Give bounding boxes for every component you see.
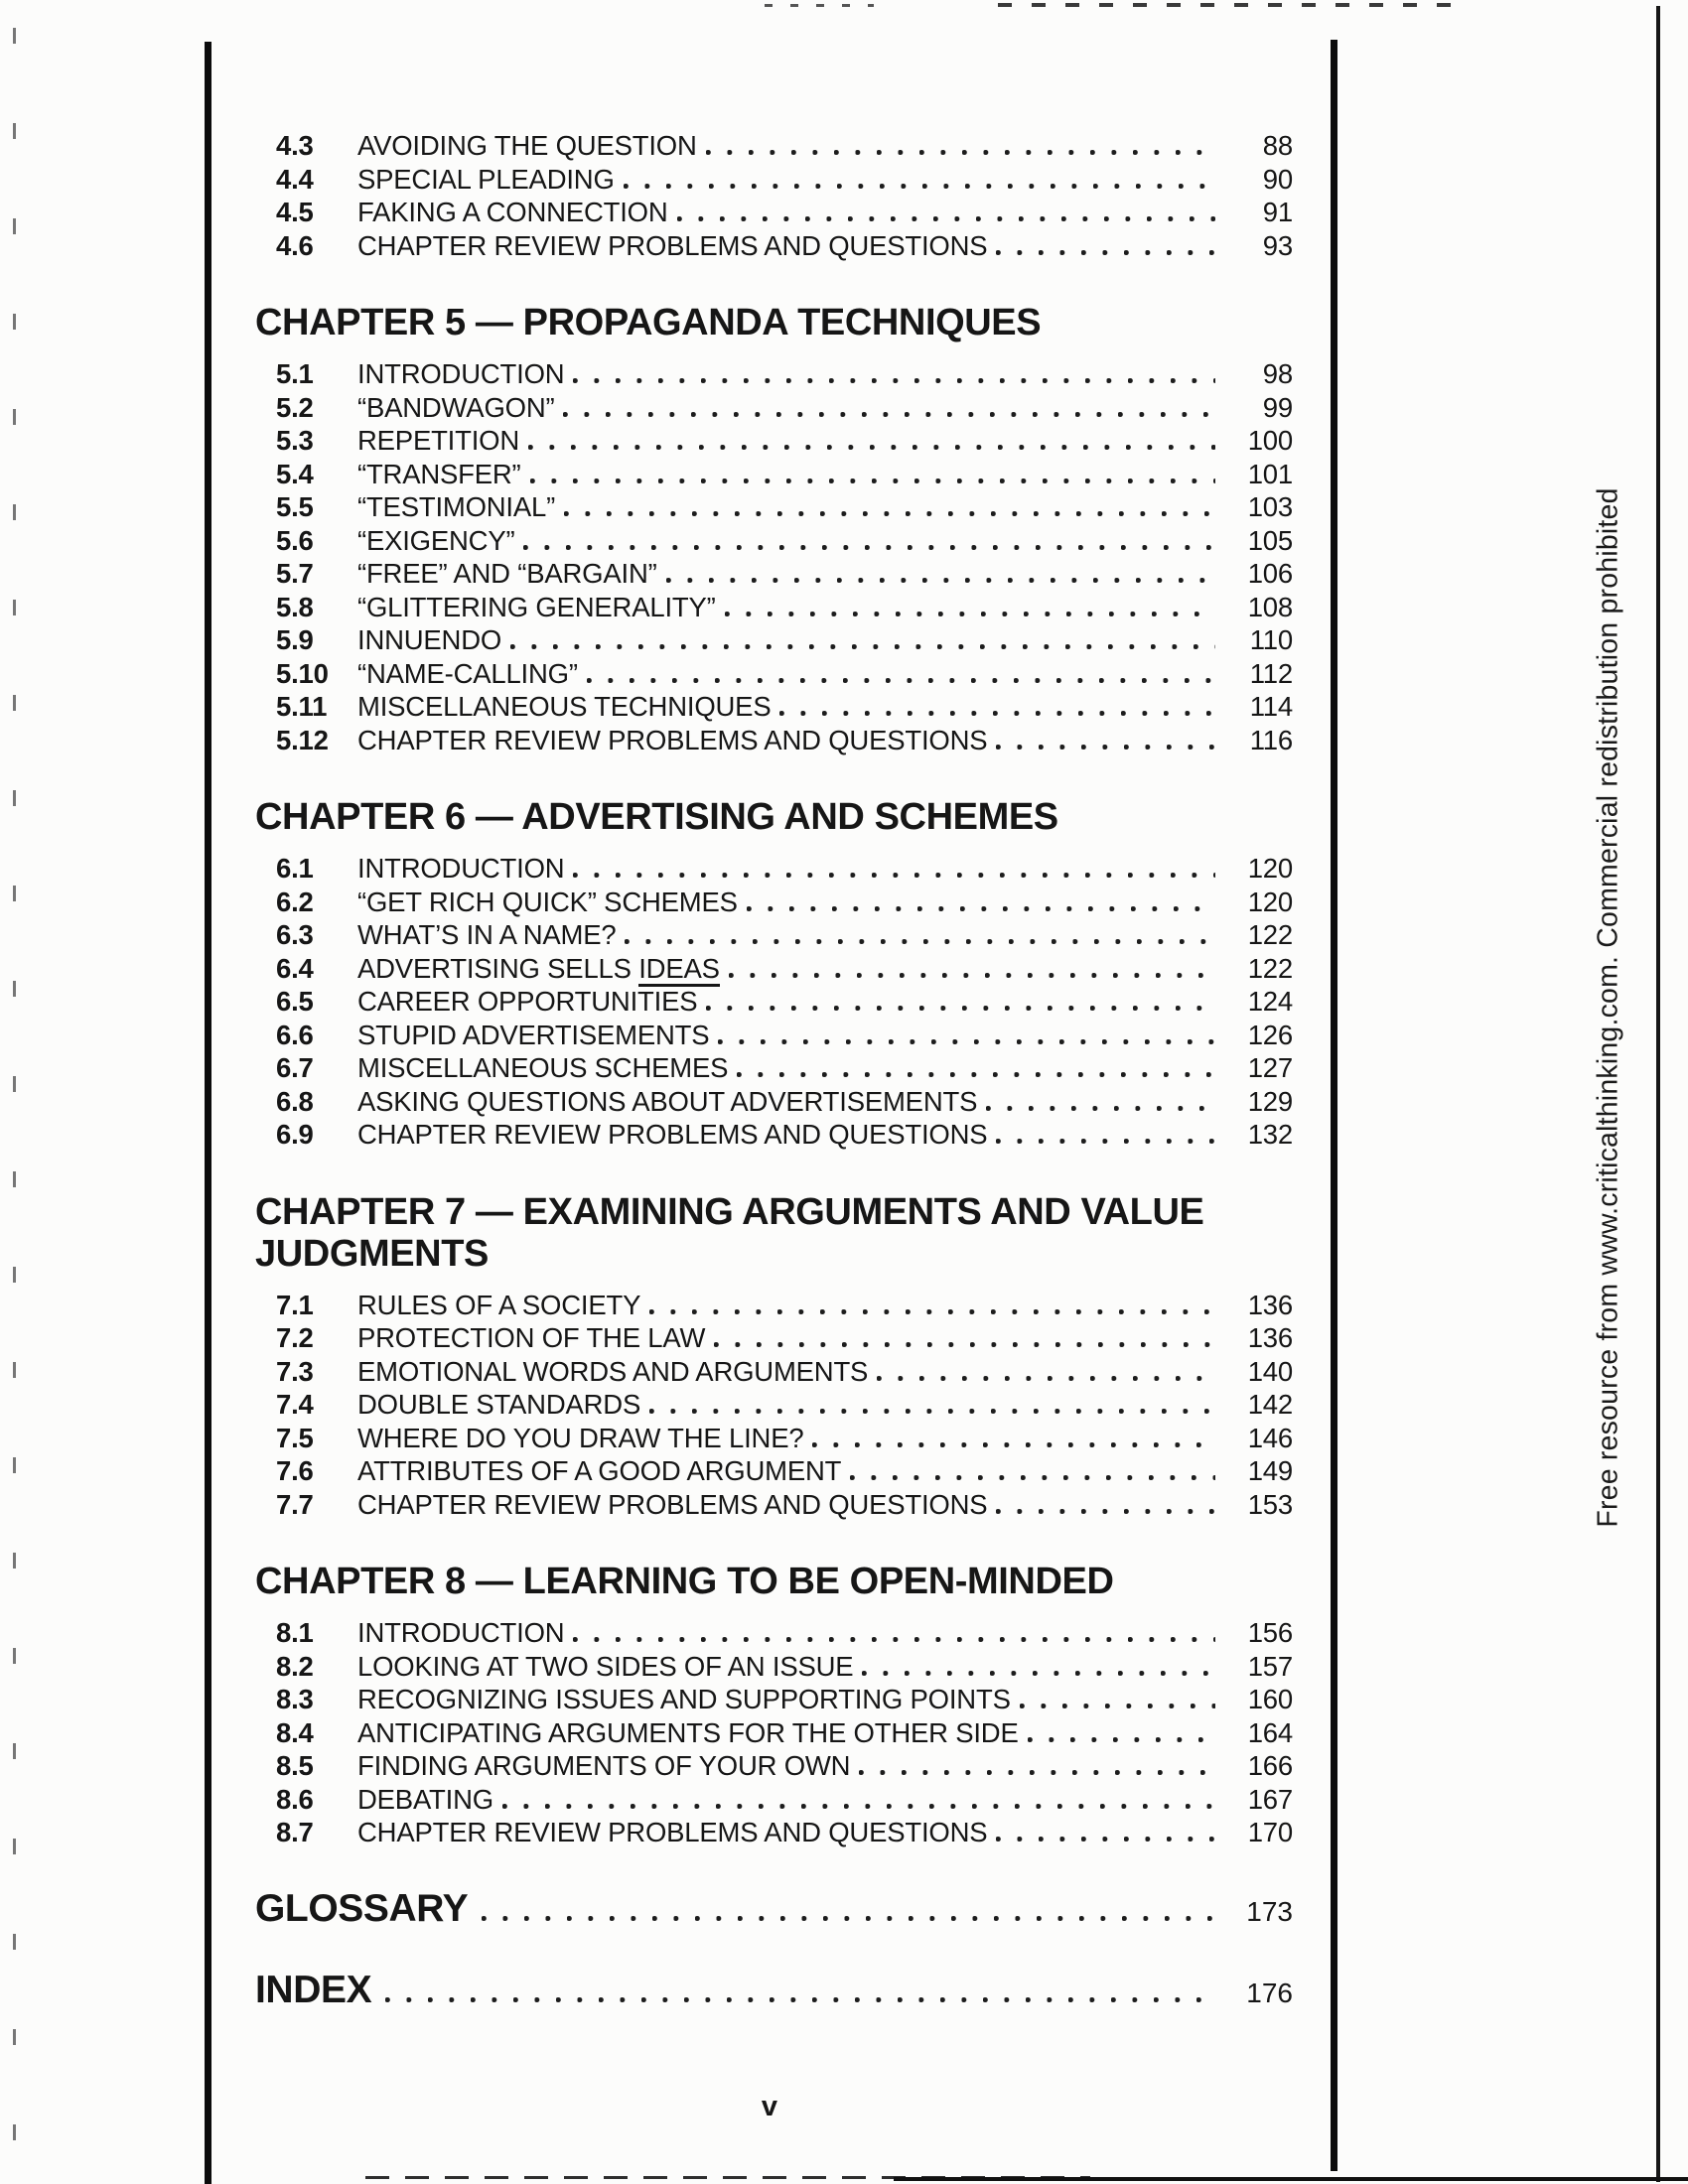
toc-entry-page: 101 xyxy=(1247,458,1293,489)
dot-leader xyxy=(624,165,1215,189)
chapter-block xyxy=(209,796,1331,1152)
dot-leader xyxy=(996,1120,1215,1144)
dot-leader xyxy=(850,1456,1215,1480)
toc-entry-page: 112 xyxy=(1249,657,1293,689)
page-footer-number: v xyxy=(761,2091,778,2122)
toc-entry-number: 8.7 xyxy=(276,1817,314,1847)
toc-entry-number: 4.5 xyxy=(276,197,314,227)
toc-entry-title xyxy=(357,952,720,986)
toc-entry-title: MISCELLANEOUS SCHEMES xyxy=(357,1052,729,1083)
toc-entry-title: INTRODUCTION xyxy=(357,358,565,389)
dot-leader xyxy=(666,559,1215,583)
toc-entry-title: EMOTIONAL WORDS AND ARGUMENTS xyxy=(357,1355,869,1387)
toc-entry-page: 136 xyxy=(1247,1289,1293,1320)
toc-entry-page: 164 xyxy=(1247,1716,1293,1748)
dot-leader xyxy=(523,526,1215,550)
toc-entry-number: 7.5 xyxy=(276,1422,314,1453)
toc-entry-number: 7.7 xyxy=(276,1488,314,1520)
dot-leader xyxy=(996,726,1215,750)
dot-leader xyxy=(706,131,1215,155)
dot-leader xyxy=(502,1785,1215,1809)
toc-entry-page: 149 xyxy=(1247,1455,1293,1486)
toc-entry-number: 5.12 xyxy=(276,724,329,755)
dot-leader xyxy=(877,1357,1215,1381)
dot-leader xyxy=(706,987,1215,1011)
chapter-heading: CHAPTER 8 — LEARNING TO BE OPEN-MINDED xyxy=(255,1561,1114,1602)
toc-entry-number: 5.4 xyxy=(276,458,314,489)
toc-entry-page: 142 xyxy=(1247,1389,1293,1420)
toc-entry-number: 6.7 xyxy=(276,1052,314,1083)
toc-entry-number: 5.10 xyxy=(276,657,329,689)
toc-entry-row xyxy=(276,524,1293,558)
toc-entry-page: 122 xyxy=(1247,952,1293,984)
toc-entry-title: MISCELLANEOUS TECHNIQUES xyxy=(357,691,772,722)
toc-entry-title: “GET RICH QUICK” SCHEMES xyxy=(357,886,738,917)
toc-entry-row xyxy=(276,1085,1293,1119)
toc-entry-title: INTRODUCTION xyxy=(357,853,565,884)
toc-entry-page: 140 xyxy=(1247,1355,1293,1387)
toc-entry-page: 103 xyxy=(1247,491,1293,522)
toc-entry-page: 124 xyxy=(1247,986,1293,1017)
dot-leader xyxy=(677,198,1215,221)
dot-leader xyxy=(718,1021,1215,1044)
dot-leader xyxy=(729,954,1215,978)
toc-entry-row xyxy=(276,1118,1293,1152)
chapter-heading: CHAPTER 5 — PROPAGANDA TECHNIQUES xyxy=(255,302,1042,343)
dot-leader xyxy=(862,1652,1215,1676)
toc-entry-title: AVOIDING THE QUESTION xyxy=(357,130,697,161)
dot-leader xyxy=(573,1618,1215,1642)
toc-entry-row xyxy=(276,1816,1293,1849)
toc-entry-title: “TRANSFER” xyxy=(357,458,521,489)
toc-entry-page: 167 xyxy=(1247,1783,1293,1815)
backmatter-title: GLOSSARY xyxy=(255,1886,469,1930)
toc-entry-row xyxy=(276,458,1293,491)
toc-entry-title: WHERE DO YOU DRAW THE LINE? xyxy=(357,1422,804,1453)
dot-leader xyxy=(573,854,1215,878)
toc-entry-number: 5.5 xyxy=(276,491,314,522)
right-margin-rule xyxy=(1331,40,1337,2171)
toc-entry-title: STUPID ADVERTISEMENTS xyxy=(357,1019,710,1050)
toc-entry-page: 170 xyxy=(1247,1817,1293,1847)
toc-entry-number: 5.7 xyxy=(276,558,314,589)
toc-entry-page: 114 xyxy=(1249,691,1293,722)
toc-entry-title: SPECIAL PLEADING xyxy=(357,163,615,195)
toc-entry-row xyxy=(276,129,1293,163)
toc-entry-row xyxy=(276,1683,1293,1716)
toc-entry-title: “GLITTERING GENERALITY” xyxy=(357,591,716,622)
toc-entry-number: 6.5 xyxy=(276,986,314,1017)
chapter-heading: CHAPTER 6 — ADVERTISING AND SCHEMES xyxy=(255,796,1058,838)
toc-entry-title: DOUBLE STANDARDS xyxy=(357,1389,641,1420)
toc-entry-row xyxy=(276,163,1293,197)
toc-entry-row xyxy=(276,391,1293,425)
toc-entry-title: CHAPTER REVIEW PROBLEMS AND QUESTIONS xyxy=(357,1488,988,1520)
toc-entry-title: WHAT’S IN A NAME? xyxy=(357,919,617,950)
toc-entry-title: “NAME-CALLING” xyxy=(357,657,578,689)
toc-entry-page: 98 xyxy=(1262,358,1293,389)
toc-entry-title: “BANDWAGON” xyxy=(357,391,555,423)
toc-entry-page: 88 xyxy=(1262,130,1293,161)
chapter-block xyxy=(209,302,1331,756)
toc-entry-title: CHAPTER REVIEW PROBLEMS AND QUESTIONS xyxy=(357,1817,988,1847)
toc-entry-title: PROTECTION OF THE LAW xyxy=(357,1322,706,1353)
toc-entry-number: 4.3 xyxy=(276,130,314,161)
toc-entry-number: 5.1 xyxy=(276,358,314,389)
toc-entry-row xyxy=(276,1454,1293,1488)
toc-entry-row xyxy=(276,918,1293,952)
toc-entry-row xyxy=(276,1749,1293,1783)
dot-leader xyxy=(1028,1718,1215,1742)
backmatter-page: 173 xyxy=(1246,1895,1293,1927)
toc-entry-row xyxy=(276,852,1293,886)
toc-entry-number: 8.1 xyxy=(276,1617,314,1648)
chapter-block xyxy=(209,1191,1331,1522)
toc-entry-number: 4.6 xyxy=(276,229,314,261)
toc-entry-page: 106 xyxy=(1247,558,1293,589)
toc-entry-page: 157 xyxy=(1247,1650,1293,1682)
dot-leader xyxy=(510,625,1215,649)
toc-entry-page: 110 xyxy=(1249,624,1293,655)
dot-leader xyxy=(573,359,1215,383)
toc-entry-title: CAREER OPPORTUNITIES xyxy=(357,986,698,1017)
toc-entry-row xyxy=(276,1716,1293,1750)
toc-entry-title: “FREE” AND “BARGAIN” xyxy=(357,558,657,589)
toc-entry-title: ASKING QUESTIONS ABOUT ADVERTISEMENTS xyxy=(357,1085,978,1117)
backmatter-page: 176 xyxy=(1246,1977,1293,2008)
dot-leader xyxy=(996,231,1215,255)
toc-entry-page: 108 xyxy=(1247,591,1293,622)
toc-entry-page: 166 xyxy=(1247,1750,1293,1781)
dot-leader xyxy=(1020,1685,1215,1708)
toc-entry-row xyxy=(276,690,1293,724)
chapter-entries xyxy=(209,1289,1331,1522)
chapter-block xyxy=(209,1561,1331,1849)
margin-note: Free resource from www.criticalthinking.com. Commercial redistribution prohibited xyxy=(1592,487,1624,1528)
dot-leader xyxy=(625,920,1215,944)
toc-entry-number: 7.3 xyxy=(276,1355,314,1387)
toc-entry-row xyxy=(276,1488,1293,1522)
toc-entry-row xyxy=(276,657,1293,691)
dot-leader xyxy=(563,393,1215,417)
toc-entry-page: 146 xyxy=(1247,1422,1293,1453)
toc-entry-title-prefix: ADVERTISING SELLS xyxy=(357,952,639,984)
scan-bottom-solid-line xyxy=(894,2177,1688,2181)
toc-entry-title: DEBATING xyxy=(357,1783,493,1815)
toc-entry-number: 5.2 xyxy=(276,391,314,423)
toc-entry-title: CHAPTER REVIEW PROBLEMS AND QUESTIONS xyxy=(357,724,988,755)
chapter-entries xyxy=(209,852,1331,1152)
toc-entry-page: 136 xyxy=(1247,1322,1293,1353)
dot-leader xyxy=(737,1053,1215,1077)
toc-entry-row xyxy=(276,1783,1293,1817)
toc-entry-number: 8.5 xyxy=(276,1750,314,1781)
toc-entry-number: 5.3 xyxy=(276,425,314,456)
toc-entry-page: 160 xyxy=(1247,1684,1293,1714)
toc-entry-number: 7.6 xyxy=(276,1455,314,1486)
toc-sections xyxy=(209,129,1331,1849)
toc-entry-row xyxy=(276,952,1293,986)
toc-entry-number: 8.3 xyxy=(276,1684,314,1714)
toc-entry-title: LOOKING AT TWO SIDES OF AN ISSUE xyxy=(357,1650,854,1682)
toc-entry-row xyxy=(276,591,1293,624)
toc-entry-number: 6.3 xyxy=(276,919,314,950)
dot-leader xyxy=(649,1390,1215,1414)
toc-entry-page: 99 xyxy=(1262,391,1293,423)
backmatter-row xyxy=(255,1887,1293,1931)
dot-leader xyxy=(385,1977,1213,2002)
dot-leader xyxy=(587,659,1215,683)
toc-entry-row xyxy=(276,424,1293,458)
toc-entry-number: 5.11 xyxy=(276,691,328,722)
toc-entry-page: 122 xyxy=(1247,919,1293,950)
toc-entry-row xyxy=(276,1422,1293,1455)
toc-entry-number: 4.4 xyxy=(276,163,314,195)
toc-entry-row xyxy=(276,357,1293,391)
toc-entry-page: 91 xyxy=(1262,197,1293,227)
toc-entry-title: RECOGNIZING ISSUES AND SUPPORTING POINTS xyxy=(357,1684,1011,1714)
toc-entry-number: 6.9 xyxy=(276,1119,314,1150)
toc-entry-page: 156 xyxy=(1247,1617,1293,1648)
toc-entry-number: 5.9 xyxy=(276,624,314,655)
toc-entry-title: ATTRIBUTES OF A GOOD ARGUMENT xyxy=(357,1455,842,1486)
dot-leader xyxy=(530,460,1215,483)
toc-entry-page: 93 xyxy=(1262,229,1293,261)
toc-entry-row xyxy=(276,1019,1293,1052)
toc-entry-number: 6.1 xyxy=(276,853,314,884)
toc-entry-number: 7.4 xyxy=(276,1389,314,1420)
dot-leader xyxy=(779,692,1215,716)
toc-entry-title: INTRODUCTION xyxy=(357,1617,565,1648)
chapter-entries xyxy=(209,357,1331,756)
dot-leader xyxy=(812,1424,1215,1447)
toc xyxy=(209,0,1331,2012)
toc-entry-row xyxy=(276,623,1293,657)
toc-entry-title: ANTICIPATING ARGUMENTS FOR THE OTHER SIDE xyxy=(357,1716,1019,1748)
toc-entry-row xyxy=(276,196,1293,229)
toc-entry-number: 8.4 xyxy=(276,1716,314,1748)
toc-backmatter xyxy=(209,1887,1331,2012)
toc-entry-number: 5.6 xyxy=(276,524,314,556)
toc-entry-number: 6.4 xyxy=(276,952,314,984)
toc-entry-row xyxy=(276,1289,1293,1322)
toc-entry-title: FINDING ARGUMENTS OF YOUR OWN xyxy=(357,1750,851,1781)
toc-entry-number: 5.8 xyxy=(276,591,314,622)
toc-entry-page: 153 xyxy=(1247,1488,1293,1520)
toc-entry-title: REPETITION xyxy=(357,425,520,456)
toc-entry-title: “TESTIMONIAL” xyxy=(357,491,556,522)
toc-entry-number: 8.2 xyxy=(276,1650,314,1682)
toc-entry-row xyxy=(276,1051,1293,1085)
toc-entry-row xyxy=(276,1388,1293,1422)
toc-entry-page: 105 xyxy=(1247,524,1293,556)
toc-entry-row xyxy=(276,1321,1293,1355)
toc-entry-page: 129 xyxy=(1247,1085,1293,1117)
toc-entry-row xyxy=(276,724,1293,757)
toc-entry-row xyxy=(276,1355,1293,1389)
toc-entry-page: 90 xyxy=(1262,163,1293,195)
toc-entry-row xyxy=(276,557,1293,591)
dot-leader xyxy=(996,1490,1215,1514)
dot-leader xyxy=(996,1818,1215,1842)
toc-entry-page: 100 xyxy=(1247,425,1293,456)
dot-leader xyxy=(649,1291,1215,1314)
scan-right-edge-line xyxy=(1656,6,1660,2182)
dot-leader xyxy=(714,1323,1215,1347)
toc-entry-page: 116 xyxy=(1249,724,1293,755)
backmatter-row xyxy=(255,1969,1293,2012)
chapter-heading: CHAPTER 7 — EXAMINING ARGUMENTS AND VALUE JUDGMENTS xyxy=(255,1190,1204,1275)
toc-entry-page: 120 xyxy=(1247,886,1293,917)
toc-entry-title: INNUENDO xyxy=(357,624,502,655)
dot-leader xyxy=(986,1087,1215,1111)
toc-entry-number: 8.6 xyxy=(276,1783,314,1815)
dot-leader xyxy=(528,426,1215,450)
chapter-entries xyxy=(209,1616,1331,1849)
toc-entry-page: 120 xyxy=(1247,853,1293,884)
toc-entry-title: “EXIGENCY” xyxy=(357,524,515,556)
toc-entry-row xyxy=(276,490,1293,524)
dot-leader xyxy=(859,1751,1215,1775)
scan-left-edge-dashes xyxy=(13,28,16,2172)
dot-leader xyxy=(482,1895,1213,1921)
toc-entry-number: 6.6 xyxy=(276,1019,314,1050)
toc-entry-number: 6.8 xyxy=(276,1085,314,1117)
toc-entry-row xyxy=(276,1650,1293,1684)
toc-entry-title: CHAPTER REVIEW PROBLEMS AND QUESTIONS xyxy=(357,1119,988,1150)
toc-entry-row xyxy=(276,886,1293,919)
toc-entry-page: 127 xyxy=(1247,1052,1293,1083)
backmatter-title: INDEX xyxy=(255,1968,372,2011)
toc-continued-entries xyxy=(209,129,1331,262)
dot-leader xyxy=(564,492,1215,516)
toc-entry-title: RULES OF A SOCIETY xyxy=(357,1289,641,1320)
toc-entry-page: 132 xyxy=(1247,1119,1293,1150)
toc-entry-row xyxy=(276,985,1293,1019)
toc-entry-number: 6.2 xyxy=(276,886,314,917)
toc-entry-number: 7.1 xyxy=(276,1289,314,1320)
toc-entry-row xyxy=(276,229,1293,263)
toc-entry-title: CHAPTER REVIEW PROBLEMS AND QUESTIONS xyxy=(357,229,988,261)
dot-leader xyxy=(747,887,1215,911)
toc-entry-title-underlined: IDEAS xyxy=(638,953,720,987)
toc-entry-row xyxy=(276,1616,1293,1650)
toc-entry-page: 126 xyxy=(1247,1019,1293,1050)
toc-entry-title: FAKING A CONNECTION xyxy=(357,197,668,227)
dot-leader xyxy=(725,593,1215,616)
toc-entry-number: 7.2 xyxy=(276,1322,314,1353)
